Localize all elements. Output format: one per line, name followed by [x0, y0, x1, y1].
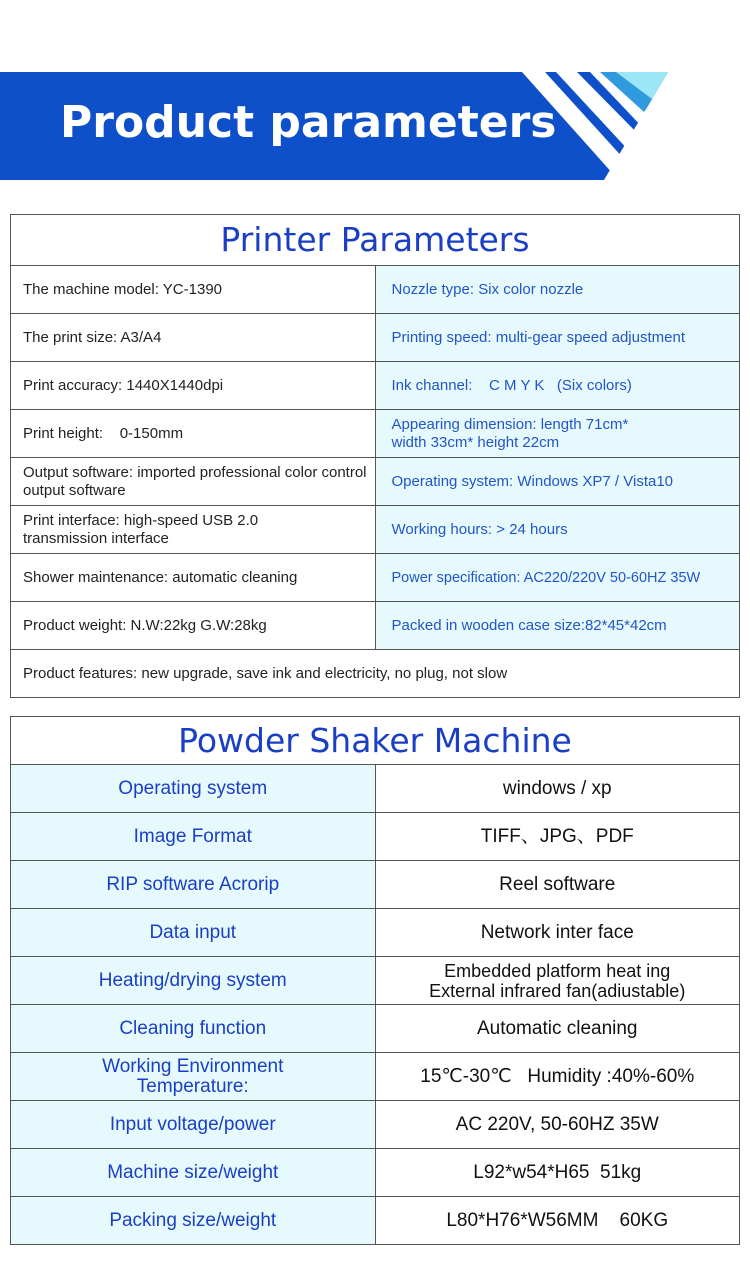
- table-row: [11, 602, 740, 650]
- table-cell: Print height: 0-150mm: [11, 410, 376, 458]
- printer-parameters-table: [10, 214, 740, 698]
- table-row: [11, 909, 740, 957]
- table-row: [11, 506, 740, 554]
- table-row: [11, 957, 740, 1005]
- table-cell: Appearing dimension: length 71cm* width 33cm* height 22cm: [375, 410, 740, 458]
- table-cell: Packing size/weight: [11, 1197, 376, 1245]
- table-cell: The print size: A3/A4: [11, 314, 376, 362]
- page-title: Product parameters: [60, 97, 557, 148]
- table-cell: Machine size/weight: [11, 1149, 376, 1197]
- powder-table-title: Powder Shaker Machine: [11, 717, 740, 765]
- table-cell: L92*w54*H65 51kg: [375, 1149, 740, 1197]
- table-row: [11, 554, 740, 602]
- table-row: [11, 1149, 740, 1197]
- table-cell: Power specification: AC220/220V 50-60HZ 35W: [375, 554, 740, 602]
- table-cell: Operating system: [11, 765, 376, 813]
- table-cell: 15℃-30℃ Humidity :40%-60%: [375, 1053, 740, 1101]
- table-cell: AC 220V, 50-60HZ 35W: [375, 1101, 740, 1149]
- table-cell: TIFF、JPG、PDF: [375, 813, 740, 861]
- table-cell: windows / xp: [375, 765, 740, 813]
- table-row: [11, 813, 740, 861]
- table-row: [11, 362, 740, 410]
- table-row: [11, 266, 740, 314]
- table-cell: Working Environment Temperature:: [11, 1053, 376, 1101]
- table-row: [11, 314, 740, 362]
- table-cell: Data input: [11, 909, 376, 957]
- table-row: [11, 1053, 740, 1101]
- table-cell: Image Format: [11, 813, 376, 861]
- table-cell: Embedded platform heat ing External infrared fan(adiustable): [375, 957, 740, 1005]
- table-row: [11, 1101, 740, 1149]
- table-cell: Print interface: high-speed USB 2.0 transmission interface: [11, 506, 376, 554]
- product-features: Product features: new upgrade, save ink and electricity, no plug, not slow: [11, 650, 740, 698]
- table-cell: Shower maintenance: automatic cleaning: [11, 554, 376, 602]
- table-cell: Print accuracy: 1440X1440dpi: [11, 362, 376, 410]
- header-banner: [0, 72, 750, 180]
- table-cell: Input voltage/power: [11, 1101, 376, 1149]
- table-cell: Reel software: [375, 861, 740, 909]
- table-cell: Working hours: > 24 hours: [375, 506, 740, 554]
- table-cell: Nozzle type: Six color nozzle: [375, 266, 740, 314]
- table-cell: Heating/drying system: [11, 957, 376, 1005]
- table-cell: Automatic cleaning: [375, 1005, 740, 1053]
- powder-shaker-table: [10, 716, 740, 1245]
- table-cell: Output software: imported professional color control output software: [11, 458, 376, 506]
- printer-table-title: Printer Parameters: [11, 215, 740, 266]
- table-cell: Ink channel: C M Y K (Six colors): [375, 362, 740, 410]
- table-row: [11, 765, 740, 813]
- table-cell: RIP software Acrorip: [11, 861, 376, 909]
- table-row: [11, 410, 740, 458]
- table-cell: Packed in wooden case size:82*45*42cm: [375, 602, 740, 650]
- table-cell: Product weight: N.W:22kg G.W:28kg: [11, 602, 376, 650]
- table-row: [11, 861, 740, 909]
- table-cell: L80*H76*W56MM 60KG: [375, 1197, 740, 1245]
- table-cell: Cleaning function: [11, 1005, 376, 1053]
- table-cell: Network inter face: [375, 909, 740, 957]
- table-cell: Printing speed: multi-gear speed adjustment: [375, 314, 740, 362]
- table-row: [11, 458, 740, 506]
- table-cell: Operating system: Windows XP7 / Vista10: [375, 458, 740, 506]
- table-row: [11, 1005, 740, 1053]
- table-cell: The machine model: YC-1390: [11, 266, 376, 314]
- table-row: [11, 1197, 740, 1245]
